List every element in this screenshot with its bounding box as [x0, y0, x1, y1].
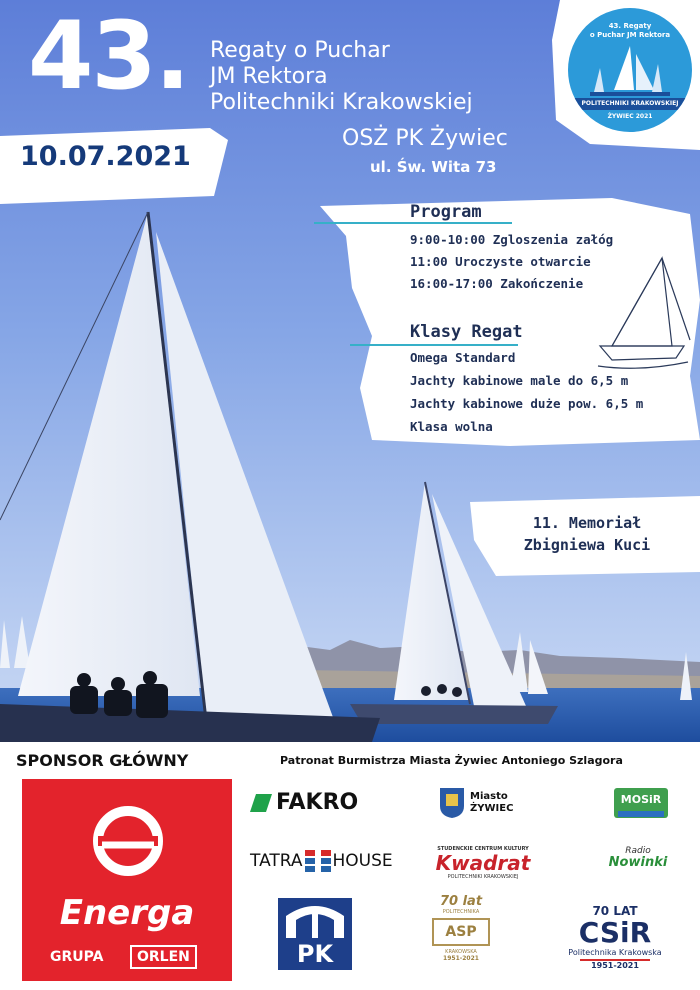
event-venue: OSŻ PK Żywiec — [342, 126, 508, 151]
miasto-label: Miasto — [470, 791, 508, 802]
patronage-label: Patronat Burmistrza Miasta Żywiec Antoniego Szlagora — [280, 754, 623, 767]
event-logo-band: POLITECHNIKI KRAKOWSKIEJ — [568, 98, 692, 110]
fakro-mark-icon — [250, 794, 272, 812]
seventy-lat-head: 70 lat — [439, 894, 483, 909]
pk-arch-icon — [278, 902, 352, 942]
coat-of-arms-icon — [440, 788, 464, 818]
pk-logo — [278, 898, 352, 970]
event-title-line-2: JM Rektora — [210, 64, 328, 89]
kwadrat-logo — [418, 846, 548, 880]
program-item: 16:00-17:00 Zakończenie — [410, 276, 584, 291]
radio-nowinki-logo — [606, 846, 670, 870]
seventy-lat-city: KRAKOWSKA — [445, 949, 477, 955]
mosir-logo — [614, 788, 668, 818]
program-divider — [314, 222, 512, 224]
miasto-zywiec-logo — [440, 788, 513, 818]
sailboat-icon — [590, 44, 670, 96]
csir-years: 1951-2021 — [580, 959, 650, 970]
event-logo — [568, 8, 692, 132]
event-logo-text — [568, 22, 692, 40]
class-item: Klasa wolna — [410, 419, 493, 434]
tatra-label: TATRA — [250, 851, 303, 871]
fakro-logo — [250, 790, 358, 815]
radio-label: Radio — [625, 846, 651, 856]
event-logo-year: ŻYWIEC 2021 — [607, 113, 653, 120]
mosir-wave — [618, 811, 664, 817]
seventy-lat-pk-logo — [418, 894, 504, 962]
event-title-line-3: Politechniki Krakowskiej — [210, 90, 473, 115]
fakro-name: FAKRO — [276, 790, 359, 815]
kwadrat-name: Kwadrat — [435, 851, 531, 875]
event-logo-line-1: 43. Regaty — [608, 22, 652, 30]
memorial — [482, 512, 692, 556]
csir-head: 70 LAT — [592, 904, 638, 918]
csir-logo — [560, 904, 670, 970]
csir-sub: Politechnika Krakowska — [568, 948, 662, 957]
zywiec-label: ŻYWIEC — [470, 803, 514, 814]
energa-orlen: ORLEN — [130, 945, 197, 969]
tatra-house-mark-icon — [305, 850, 331, 872]
energa-swirl-icon — [88, 801, 168, 881]
event-logo-line-2: o Puchar JM Rektora — [589, 31, 671, 39]
energa-logo — [22, 779, 232, 981]
pk-name: PK — [296, 940, 334, 968]
seventy-lat-sub: POLITECHNIKA — [442, 909, 480, 915]
memorial-line-1: 11. Memoriał — [532, 514, 642, 532]
event-title-line-1: Regaty o Puchar — [210, 38, 390, 63]
tatra-house-logo — [250, 850, 393, 872]
main-sponsor-label: SPONSOR GŁÓWNY — [16, 751, 189, 770]
nowinki-label: Nowinki — [608, 855, 668, 870]
program-item: 9:00-10:00 Zgloszenia załóg — [410, 232, 614, 247]
classes-divider — [350, 344, 518, 346]
event-date: 10.07.2021 — [20, 141, 191, 172]
house-label: HOUSE — [332, 851, 393, 871]
kwadrat-top: STUDENCKIE CENTRUM KULTURY — [437, 846, 529, 852]
energa-grupa: GRUPA — [50, 949, 104, 965]
energa-name: Energa — [59, 893, 195, 933]
csir-name: CSiR — [578, 916, 652, 949]
event-street: ul. Św. Wita 73 — [370, 158, 497, 176]
program-heading: Program — [410, 202, 482, 222]
kwadrat-sub: POLITECHNIKI KRAKOWSKIEJ — [447, 874, 519, 880]
class-item: Jachty kabinowe duże pow. 6,5 m — [410, 396, 644, 411]
class-item: Omega Standard — [410, 350, 516, 365]
seventy-lat-mono: ASP — [432, 918, 490, 946]
classes-heading: Klasy Regat — [410, 322, 523, 342]
seventy-lat-years: 1951-2021 — [443, 955, 479, 962]
mosir-name: MOSiR — [620, 793, 662, 806]
program-item: 11:00 Uroczyste otwarcie — [410, 254, 591, 269]
memorial-line-2: Zbigniewa Kuci — [523, 536, 651, 554]
edition-number: 43. — [28, 2, 189, 111]
class-item: Jachty kabinowe male do 6,5 m — [410, 373, 629, 388]
